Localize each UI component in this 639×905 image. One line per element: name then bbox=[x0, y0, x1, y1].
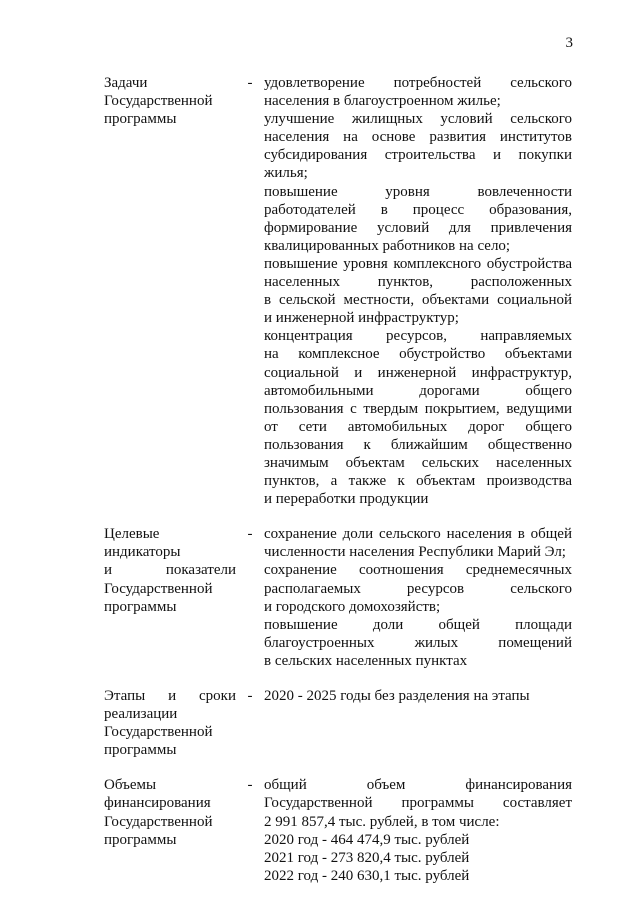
label-line: программы bbox=[104, 111, 177, 128]
value-line: Государственной программы составляет bbox=[264, 795, 572, 812]
label-line: Государственной bbox=[104, 813, 213, 830]
value-line: повышение уровня вовлеченности bbox=[264, 183, 572, 200]
value-line: социальной и инженерной инфраструктур, bbox=[264, 364, 572, 381]
page-number: 3 bbox=[565, 35, 573, 51]
value-line: сохранение соотношения среднемесячных bbox=[264, 562, 572, 579]
label-line: и показатели bbox=[104, 562, 236, 579]
label-line: Целевые bbox=[104, 526, 160, 543]
value-line: пунктов, а также к объектам производства bbox=[264, 473, 572, 490]
value-line: пользования к ближайшим общественно bbox=[264, 436, 572, 453]
value-line: общий объем финансирования bbox=[264, 777, 572, 794]
label-line: Этапы и сроки bbox=[104, 688, 236, 704]
label-line: реализации bbox=[104, 706, 178, 723]
label-line: финансирования bbox=[104, 795, 211, 812]
value-line: от сети автомобильных дорог общего bbox=[264, 418, 572, 435]
value-line: населения на основе развития институтов bbox=[264, 129, 572, 146]
label-line: программы bbox=[104, 742, 177, 759]
value-line: 2021 год - 273 820,4 тыс. рублей bbox=[264, 849, 470, 866]
value-line: на комплексное обустройство объектами bbox=[264, 346, 572, 363]
value-line: улучшение жилищных условий сельского bbox=[264, 111, 572, 128]
value-line: 2020 - 2025 годы без разделения на этапы bbox=[264, 688, 530, 704]
value-line: в сельских населенных пунктах bbox=[264, 652, 468, 669]
row-dash: - bbox=[247, 688, 253, 704]
value-line: повышение уровня комплексного обустройства bbox=[264, 255, 572, 272]
value-line: формирование условий для привлечения bbox=[264, 219, 572, 236]
row-dash: - bbox=[247, 777, 253, 794]
row-target-indicators bbox=[104, 525, 572, 670]
row-funding-volumes bbox=[104, 776, 572, 885]
row-label bbox=[104, 687, 236, 759]
label-line: Задачи bbox=[104, 75, 148, 91]
label-line: Государственной bbox=[104, 724, 213, 741]
row-label bbox=[104, 74, 236, 508]
label-line: индикаторы bbox=[104, 544, 181, 561]
row-dash: - bbox=[247, 75, 253, 91]
value-line: благоустроенных жилых помещений bbox=[264, 634, 572, 651]
row-dash: - bbox=[247, 526, 253, 543]
value-line: концентрация ресурсов, направляемых bbox=[264, 328, 572, 345]
value-line: и переработки продукции bbox=[264, 491, 429, 508]
value-line: в сельской местности, объектами социальной bbox=[264, 292, 572, 309]
label-line: программы bbox=[104, 598, 177, 615]
value-line: населения в благоустроенном жилье; bbox=[264, 93, 501, 110]
value-line: численности населения Республики Марий Эл; bbox=[264, 544, 566, 561]
label-line: Государственной bbox=[104, 93, 213, 110]
value-line: субсидирования строительства и покупки bbox=[264, 147, 572, 164]
row-value bbox=[264, 776, 572, 885]
value-line: располагаемых ресурсов сельского bbox=[264, 580, 572, 597]
row-label bbox=[104, 776, 236, 885]
row-stages-and-terms bbox=[104, 687, 572, 759]
value-line: и городского домохозяйств; bbox=[264, 598, 441, 615]
value-line: значимым объектам сельских населенных bbox=[264, 454, 572, 471]
label-line: программы bbox=[104, 831, 177, 848]
row-value bbox=[264, 687, 572, 759]
label-line: Государственной bbox=[104, 580, 213, 597]
row-label bbox=[104, 525, 236, 670]
row-tasks bbox=[104, 74, 572, 508]
program-passport-table bbox=[104, 74, 572, 902]
value-line: 2 991 857,4 тыс. рублей, в том числе: bbox=[264, 813, 500, 830]
label-line: Объемы bbox=[104, 777, 157, 794]
value-line: 2020 год - 464 474,9 тыс. рублей bbox=[264, 831, 470, 848]
value-line: автомобильными дорогами общего bbox=[264, 382, 572, 399]
value-line: сохранение доли сельского населения в общей bbox=[264, 526, 572, 543]
value-line: удовлетворение потребностей сельского bbox=[264, 75, 572, 91]
row-value bbox=[264, 74, 572, 508]
value-line: населенных пунктов, расположенных bbox=[264, 274, 572, 291]
value-line: квалицированных работников на село; bbox=[264, 237, 511, 254]
value-line: жилья; bbox=[264, 165, 308, 182]
value-line: и инженерной инфраструктур; bbox=[264, 310, 459, 327]
value-line: пользования с твердым покрытием, ведущими bbox=[264, 400, 572, 417]
value-line: работодателей в процесс образования, bbox=[264, 201, 572, 218]
row-value bbox=[264, 525, 572, 670]
value-line: повышение доли общей площади bbox=[264, 616, 572, 633]
value-line: 2022 год - 240 630,1 тыс. рублей bbox=[264, 867, 470, 884]
